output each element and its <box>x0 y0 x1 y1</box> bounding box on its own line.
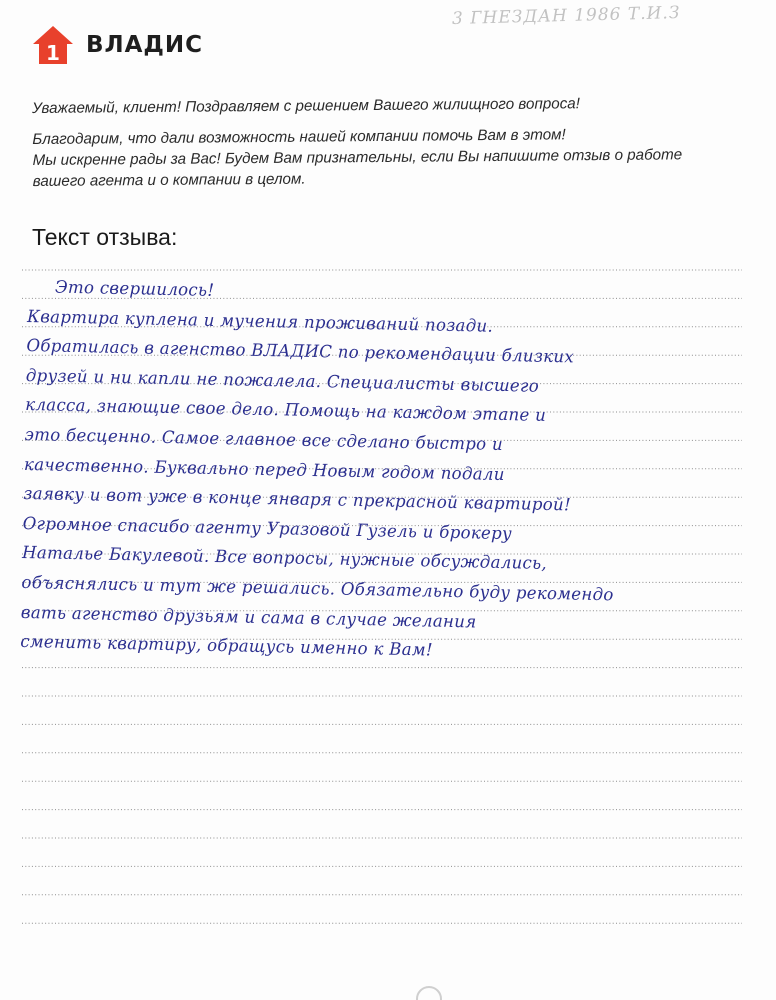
logo-number: 1 <box>46 41 60 65</box>
handwritten-line: Обратилась в агенство ВЛАДИС по рекомендации близких <box>26 336 575 368</box>
handwritten-top-note: 3 ГНЕЗДАН 1986 Т.И.З <box>451 3 681 29</box>
handwritten-line: класса, знающие свое дело. Помощь на каждом этапе и <box>25 395 547 427</box>
gratitude-line-1: Благодарим, что дали возможность нашей компании помочь Вам в этом! <box>32 126 566 148</box>
review-heading: Текст отзыва: <box>32 224 178 250</box>
brand-name: ВЛАДИС <box>86 32 204 58</box>
handwritten-line: объяснялись и тут же решались. Обязательно буду рекомендо <box>21 572 614 606</box>
handwritten-line: Наталье Бакулевой. Все вопросы, нужные обсуждались, <box>21 543 548 575</box>
gratitude-line-3: вашего агента и о компании в целом. <box>32 170 306 190</box>
handwritten-line: Огромное спасибо агенту Уразовой Гузель и брокеру <box>22 513 513 544</box>
gratitude-line-2: Мы искренне рады за Вас! Будем Вам признательны, если Вы напишите отзыв о работе <box>32 146 683 169</box>
handwritten-line: заявку и вот уже в конце января с прекрасной квартирой! <box>23 484 572 516</box>
handwritten-line: сменить квартиру, обращусь именно к Вам! <box>20 632 434 661</box>
handwritten-line: вать агенство друзьям и сама в случае желания <box>20 602 477 632</box>
greeting-text: Уважаемый, клиент! Поздравляем с решением Вашего жилищного вопроса! <box>32 95 581 117</box>
handwritten-line: это бесценно. Самое главное все сделано быстро и <box>24 424 504 455</box>
handwritten-line: Это свершилось! <box>54 277 215 301</box>
handwritten-line: друзей и ни капли не пожалела. Специалисты высшего <box>25 365 540 397</box>
handwritten-review <box>20 274 758 674</box>
handwritten-line: Квартира куплена и мучения проживаний позади. <box>26 306 494 337</box>
handwritten-line: качественно. Буквально перед Новым годом подали <box>23 454 505 485</box>
